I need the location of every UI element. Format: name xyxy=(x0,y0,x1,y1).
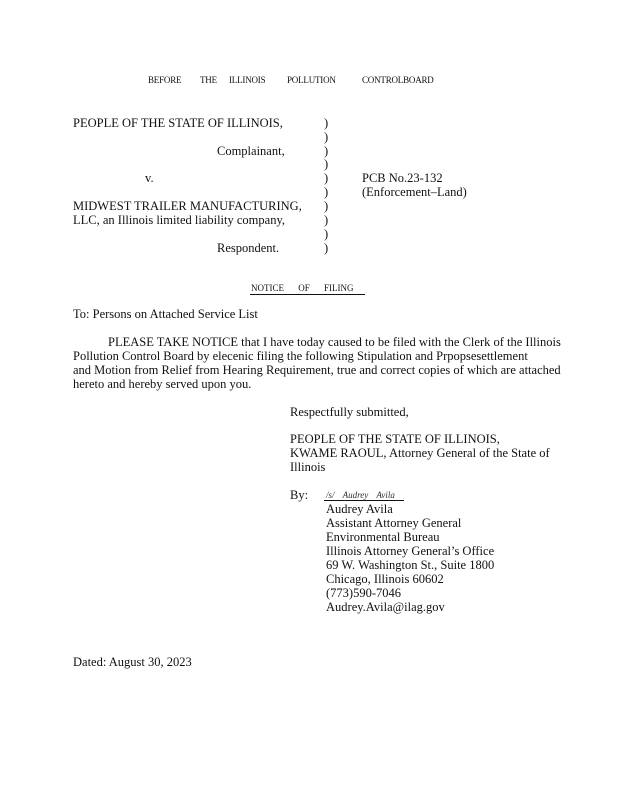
to-line: To: Persons on Attached Service List xyxy=(73,307,258,321)
org-line: Illinois xyxy=(290,460,326,474)
body-line: Pollution Control Board by elecenic filing the following Stipulation and Prpopsesettlement xyxy=(73,349,528,363)
caption-paren: ) xyxy=(324,199,329,213)
body-line: hereto and hereby served upon you. xyxy=(73,377,252,391)
dated-line: Dated: August 30, 2023 xyxy=(73,655,192,669)
signature-line xyxy=(324,500,404,501)
complainant-role: Complainant, xyxy=(217,144,285,158)
attorney-title: Assistant Attorney General xyxy=(326,516,462,530)
phone: (773)590-7046 xyxy=(326,586,401,600)
caption-paren: ) xyxy=(324,185,329,199)
caption-paren: ) xyxy=(324,227,329,241)
org-line: PEOPLE OF THE STATE OF ILLINOIS, xyxy=(290,432,500,446)
office: Illinois Attorney General’s Office xyxy=(326,544,495,558)
email: Audrey.Avila@ilag.gov xyxy=(326,600,445,614)
caption-paren: ) xyxy=(324,241,329,255)
bureau: Environmental Bureau xyxy=(326,530,440,544)
respondent-party-line2: LLC, an Illinois limited liability company, xyxy=(73,213,286,227)
caption-paren: ) xyxy=(324,157,329,171)
respondent-party-line1: MIDWEST TRAILER MANUFACTURING, xyxy=(73,199,302,213)
caption-paren: ) xyxy=(324,213,329,227)
closing: Respectfully submitted, xyxy=(290,405,409,419)
body-line: PLEASE TAKE NOTICE that I have today caused to be filed with the Clerk of the Illinois xyxy=(108,335,561,349)
header-word: BEFORE xyxy=(148,75,182,85)
by-label: By: xyxy=(290,488,309,502)
header-word: POLLUTION xyxy=(287,75,336,85)
attorney-name: Audrey Avila xyxy=(326,502,393,516)
respondent-role: Respondent. xyxy=(217,241,280,255)
header-word: THE xyxy=(200,75,217,85)
caption-paren: ) xyxy=(324,171,329,185)
caption-paren: ) xyxy=(324,130,329,144)
complainant-party: PEOPLE OF THE STATE OF ILLINOIS, xyxy=(73,116,283,130)
caption-paren: ) xyxy=(324,116,329,130)
versus: v. xyxy=(145,171,154,185)
body-line: and Motion from Relief from Hearing Requirement, true and correct copies of which are attached xyxy=(73,363,561,377)
address-line1: 69 W. Washington St., Suite 1800 xyxy=(326,558,495,572)
caption-paren: ) xyxy=(324,144,329,158)
notice-title-underline xyxy=(250,294,365,295)
e-signature: /s/ Audrey Avila xyxy=(326,490,395,500)
org-line: KWAME RAOUL, Attorney General of the State of xyxy=(290,446,550,460)
notice-title: NOTICE OF FILING xyxy=(251,283,354,293)
case-type: (Enforcement–Land) xyxy=(362,185,467,199)
case-number: PCB No.23-132 xyxy=(362,171,443,185)
header-word: CONTROLBOARD xyxy=(362,75,434,85)
address-line2: Chicago, Illinois 60602 xyxy=(326,572,444,586)
header-word: ILLINOIS xyxy=(229,75,266,85)
